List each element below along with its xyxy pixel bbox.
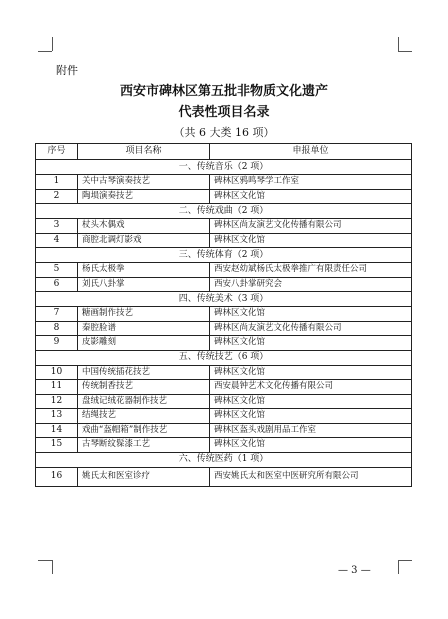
serial-number-cell: 5 (36, 263, 78, 278)
table-row (36, 438, 412, 453)
serial-number-cell: 6 (36, 277, 78, 292)
project-name-cell: 传统制香技艺 (78, 380, 210, 395)
applicant-unit-cell: 碑林区文化馆 (210, 438, 412, 453)
category-label: 四、传统美术（3 项） (36, 292, 412, 307)
serial-number-cell: 9 (36, 336, 78, 351)
project-name-cell: 结绳技艺 (78, 409, 210, 424)
serial-number-cell: 8 (36, 321, 78, 336)
table-row (36, 336, 412, 351)
category-label: 二、传统戏曲（2 项） (36, 204, 412, 219)
project-name-cell: 盘绒记绒花器制作技艺 (78, 394, 210, 409)
applicant-unit-cell: 西安姚氏太和医室中医研究所有限公司 (210, 467, 412, 486)
attachment-label: 附件 (56, 64, 78, 77)
serial-number-cell: 10 (36, 365, 78, 380)
table-row (36, 175, 412, 190)
crop-mark-top-left-v (52, 37, 53, 51)
table-body (36, 160, 412, 487)
serial-number-cell: 1 (36, 175, 78, 190)
crop-mark-bottom-left-h (38, 560, 52, 561)
project-name-cell: 古琴断纹髹漆工艺 (78, 438, 210, 453)
category-label: 一、传统音乐（2 项） (36, 160, 412, 175)
applicant-unit-cell: 西安赵幼斌杨氏太极拳推广有限责任公司 (210, 263, 412, 278)
applicant-unit-cell: 碑林区尚友演艺文化传播有限公司 (210, 321, 412, 336)
serial-number-cell: 11 (36, 380, 78, 395)
project-name-cell: 杖头木偶戏 (78, 219, 210, 234)
applicant-unit-cell: 西安晨钟艺术文化传播有限公司 (210, 380, 412, 395)
project-name-cell: 秦腔脸谱 (78, 321, 210, 336)
applicant-unit-cell: 碑林区文化馆 (210, 189, 412, 204)
crop-mark-bottom-left-v (52, 560, 53, 574)
applicant-unit-cell: 碑林区文化馆 (210, 233, 412, 248)
table-row (36, 277, 412, 292)
document-title: 西安市碑林区第五批非物质文化遗产 (119, 84, 328, 99)
table-row (36, 394, 412, 409)
project-name-cell: 陶埙演奏技艺 (78, 189, 210, 204)
table-row (36, 423, 412, 438)
applicant-unit-cell: 西安八卦掌研究会 (210, 277, 412, 292)
header-project-name: 项目名称 (78, 144, 210, 160)
serial-number-cell: 3 (36, 219, 78, 234)
category-label: 五、传统技艺（6 项） (36, 350, 412, 365)
page-number: — 3 — (338, 565, 371, 576)
applicant-unit-cell: 碑林区文化馆 (210, 394, 412, 409)
table-row (36, 365, 412, 380)
table-row (36, 189, 412, 204)
table-row (36, 321, 412, 336)
serial-number-cell: 15 (36, 438, 78, 453)
table-row (36, 233, 412, 248)
project-name-cell: 姚氏太和医室诊疗 (78, 467, 210, 486)
serial-number-cell: 4 (36, 233, 78, 248)
serial-number-cell: 7 (36, 307, 78, 322)
document-title-line2: 代表性项目名录 (178, 105, 270, 120)
category-row (36, 350, 412, 365)
applicant-unit-cell: 碑林区盔头戏剧用品工作室 (210, 423, 412, 438)
category-row (36, 452, 412, 467)
table-header-row (36, 144, 412, 160)
crop-mark-top-left-h (38, 51, 52, 52)
applicant-unit-cell: 碑林区尚友演艺文化传播有限公司 (210, 219, 412, 234)
crop-mark-bottom-right-h (398, 560, 412, 561)
project-list-table (35, 143, 412, 487)
table-row (36, 380, 412, 395)
applicant-unit-cell: 碑林区文化馆 (210, 365, 412, 380)
applicant-unit-cell: 碑林区文化馆 (210, 307, 412, 322)
project-name-cell: 杨氏太极拳 (78, 263, 210, 278)
category-row (36, 160, 412, 175)
project-name-cell: 皮影雕刻 (78, 336, 210, 351)
category-row (36, 204, 412, 219)
serial-number-cell: 12 (36, 394, 78, 409)
applicant-unit-cell: 碑林区文化馆 (210, 409, 412, 424)
crop-mark-bottom-right-v (398, 560, 399, 574)
project-name-cell: 关中古琴演奏技艺 (78, 175, 210, 190)
project-name-cell: 刘氏八卦掌 (78, 277, 210, 292)
table-row (36, 409, 412, 424)
category-row (36, 248, 412, 263)
project-name-cell: 中国传统插花技艺 (78, 365, 210, 380)
applicant-unit-cell: 碑林区文化馆 (210, 336, 412, 351)
serial-number-cell: 13 (36, 409, 78, 424)
category-label: 六、传统医药（1 项） (36, 452, 412, 467)
serial-number-cell: 14 (36, 423, 78, 438)
project-name-cell: 糖画制作技艺 (78, 307, 210, 322)
table-row (36, 263, 412, 278)
header-serial-number: 序号 (36, 144, 78, 160)
table-row (36, 307, 412, 322)
category-row (36, 292, 412, 307)
crop-mark-top-right-h (398, 51, 412, 52)
table-row (36, 219, 412, 234)
category-label: 三、传统体育（2 项） (36, 248, 412, 263)
project-name-cell: 商腔北调灯影戏 (78, 233, 210, 248)
crop-mark-top-right-v (398, 37, 399, 51)
serial-number-cell: 2 (36, 189, 78, 204)
table-row (36, 467, 412, 486)
project-name-cell: 戏曲“盔帽箱”制作技艺 (78, 423, 210, 438)
applicant-unit-cell: 碑林区鸦鸣琴学工作室 (210, 175, 412, 190)
document-subtitle: （共 6 大类 16 项） (173, 126, 275, 139)
header-applicant-unit: 申报单位 (210, 144, 412, 160)
serial-number-cell: 16 (36, 467, 78, 486)
